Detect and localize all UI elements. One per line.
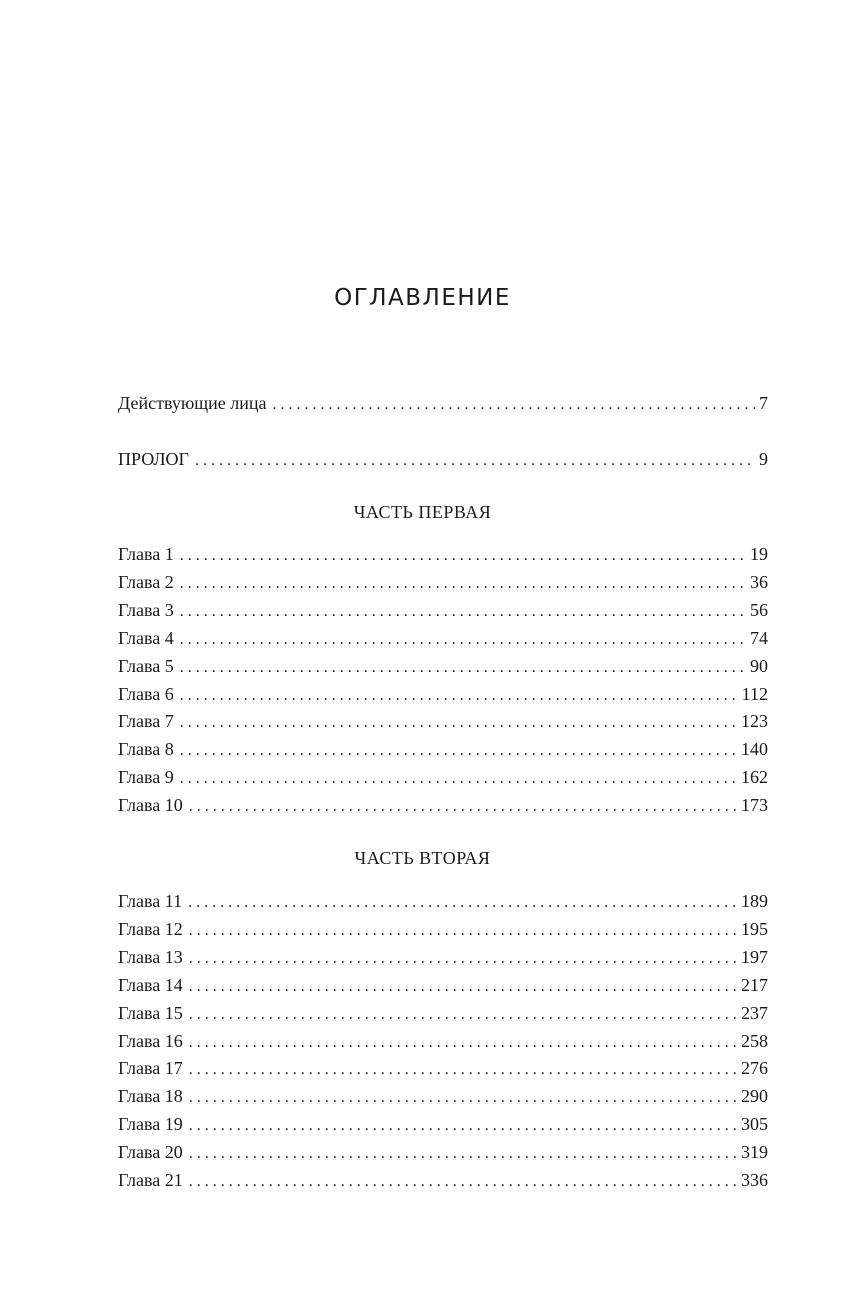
toc-entry-label: Глава 15 (118, 1003, 183, 1023)
toc-entry (118, 973, 768, 997)
toc-leader-dots (189, 947, 737, 971)
toc-entry (118, 598, 768, 622)
toc-page-number: 336 (741, 1170, 768, 1190)
toc-page-number: 19 (750, 544, 768, 564)
toc-entry (118, 793, 768, 817)
toc-page-number: 36 (750, 572, 768, 592)
toc-leader-dots (189, 1003, 737, 1027)
toc-page-number: 290 (741, 1086, 768, 1106)
toc-leader-dots (180, 656, 746, 680)
toc-entry (118, 570, 768, 594)
toc-entry-label: Действующие лица (118, 393, 267, 413)
toc-entry (118, 1140, 768, 1164)
toc-entry (118, 626, 768, 650)
toc-entry (118, 391, 768, 415)
toc-page-number: 258 (741, 1031, 768, 1051)
toc-entry (118, 1056, 768, 1080)
toc-leader-dots (189, 1031, 737, 1055)
part-heading: ЧАСТЬ ВТОРАЯ (354, 848, 491, 868)
toc-entry-label: Глава 7 (118, 711, 174, 731)
toc-entry (118, 765, 768, 789)
toc-leader-dots (180, 767, 737, 791)
toc-page-number: 237 (741, 1003, 768, 1023)
toc-entry (118, 682, 768, 706)
toc-entry-label: Глава 4 (118, 628, 174, 648)
toc-page-number: 9 (759, 449, 768, 469)
toc-entry-label: Глава 21 (118, 1170, 183, 1190)
toc-page-number: 162 (741, 767, 768, 787)
toc-entry-label: Глава 19 (118, 1114, 183, 1134)
toc-entry-label: Глава 10 (118, 795, 183, 815)
toc-entry-label: Глава 11 (118, 891, 183, 911)
toc-leader-dots (180, 544, 746, 568)
toc-entry (118, 917, 768, 941)
toc-entry-label: Глава 5 (118, 656, 174, 676)
toc-leader-dots (273, 393, 755, 417)
toc-entry (118, 709, 768, 733)
toc-entry-label: Глава 8 (118, 739, 174, 759)
toc-leader-dots (189, 1170, 737, 1194)
toc-leader-dots (189, 919, 737, 943)
toc-leader-dots (180, 711, 737, 735)
toc-leader-dots (180, 684, 738, 708)
toc-page-number: 56 (750, 600, 768, 620)
toc-page-number: 140 (741, 739, 768, 759)
toc-entry (118, 654, 768, 678)
toc-leader-dots (189, 1058, 737, 1082)
toc-page-number: 305 (741, 1114, 768, 1134)
toc-entry (118, 1112, 768, 1136)
toc-entry-label: Глава 2 (118, 572, 174, 592)
toc-entry-label: ПРОЛОГ (118, 449, 189, 469)
toc-entry (118, 447, 768, 471)
toc-page-number: 7 (759, 393, 768, 413)
toc-entry-label: Глава 12 (118, 919, 183, 939)
toc-page-number: 90 (750, 656, 768, 676)
toc-entry-label: Глава 16 (118, 1031, 183, 1051)
part-heading: ЧАСТЬ ПЕРВАЯ (353, 502, 492, 522)
toc-entry-label: Глава 6 (118, 684, 174, 704)
toc-leader-dots (188, 891, 737, 915)
toc-entry (118, 945, 768, 969)
toc-page-number: 123 (741, 711, 768, 731)
toc-entry (118, 542, 768, 566)
toc-leader-dots (189, 1142, 737, 1166)
toc-page-number: 217 (741, 975, 768, 995)
toc-page-number: 319 (741, 1142, 768, 1162)
toc-entry-label: Глава 13 (118, 947, 183, 967)
toc-page-number: 173 (741, 795, 768, 815)
toc-entry (118, 737, 768, 761)
toc-entry (118, 1001, 768, 1025)
toc-leader-dots (189, 975, 737, 999)
toc-entry-label: Глава 18 (118, 1086, 183, 1106)
toc-entry (118, 889, 768, 913)
toc-entry (118, 1029, 768, 1053)
toc-entry (118, 1084, 768, 1108)
toc-entry (118, 1168, 768, 1192)
toc-page-number: 197 (741, 947, 768, 967)
toc-page-number: 112 (741, 684, 768, 704)
toc-entry-label: Глава 20 (118, 1142, 183, 1162)
toc-leader-dots (189, 1114, 737, 1138)
toc-page-number: 74 (750, 628, 768, 648)
toc-entry-label: Глава 1 (118, 544, 174, 564)
toc-leader-dots (195, 449, 755, 473)
page-title: ОГЛАВЛЕНИЕ (334, 285, 511, 311)
toc-page-number: 276 (741, 1058, 768, 1078)
toc-leader-dots (189, 1086, 737, 1110)
toc-page-number: 195 (741, 919, 768, 939)
toc-leader-dots (180, 600, 746, 624)
toc-entry-label: Глава 9 (118, 767, 174, 787)
toc-entry-label: Глава 14 (118, 975, 183, 995)
toc-leader-dots (180, 628, 746, 652)
toc-leader-dots (189, 795, 737, 819)
toc-entry-label: Глава 17 (118, 1058, 183, 1078)
toc-leader-dots (180, 572, 746, 596)
toc-leader-dots (180, 739, 737, 763)
toc-page-number: 189 (741, 891, 768, 911)
toc-entry-label: Глава 3 (118, 600, 174, 620)
